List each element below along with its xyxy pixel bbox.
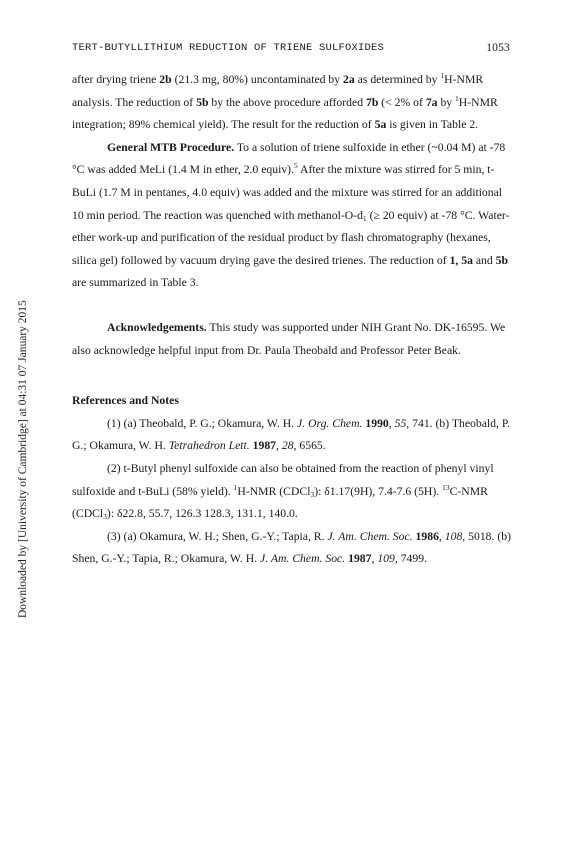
- procedure-heading: General MTB Procedure.: [107, 140, 235, 154]
- paragraph-acknowledgements: Acknowledgements. This study was supported under NIH Grant No. DK-16595. We also acknowledge helpful input from Dr. Paula Theobald and Professor Peter Beak.: [72, 320, 506, 357]
- paragraph-experimental-continued: after drying triene 2b (21.3 mg, 80%) uncontaminated by 2a as determined by $^1$H-NMR analysis. The reduction of 5b by the above procedure afforded 7b (< 2% of 7a by $^1$H-NMR integration; 89% chemical yield). The result for the reduction of 5a is given in Table 2.: [72, 71, 498, 132]
- references-heading: References and Notes: [72, 394, 179, 408]
- paragraph-general-procedure: General MTB Procedure. To a solution of triene sulfoxide in ether (~0.04 M) at -78 °C was added MeLi (1.4 M in ether, 2.0 equiv).$^5$ After the mixture was stirred for 5 min, t-BuLi (1.7 M in pentanes, 4.0 equiv) was added and the mixture was stirred for an additional 10 min period. The reaction was quenched with methanol-$O-d_1$ (≥ 20 equiv) at -78 °C. Water-ether work-up and purification of the residual product by flash chromatography (hexanes, silica gel) followed by vacuum drying gave the desired trienes. The reduction of 1, 5a and 5b are summarized in Table 3.: [72, 140, 510, 290]
- page-body: [72, 69, 512, 571]
- reference-3: (3) (a) Okamura, W. H.; Shen, G.-Y.; Tapia, R. J. Am. Chem. Soc. 1986, 108, 5018. (b) Shen, G.-Y.; Tapia, R.; Okamura, W. H. J. Am. Chem. Soc. 1987, 109, 7499.: [72, 529, 511, 566]
- reference-2: (2) t-Butyl phenyl sulfoxide can also be obtained from the reaction of phenyl vinyl sulfoxide and t-BuLi (58% yield). $^1$H-NMR (CDCl$_3$): δ1.17(9H), 7.4-7.6 (5H). $^{13}$C-NMR (CDCl$_3$): δ22.8, 55.7, 126.3 128.3, 131.1, 140.0.: [72, 461, 494, 522]
- download-watermark: Downloaded by [University of Cambridge] at 04:31 07 January 2015: [17, 300, 29, 618]
- acknowledgements-heading: Acknowledgements.: [107, 320, 207, 334]
- running-header: [72, 42, 510, 54]
- reference-1: (1) (a) Theobald, P. G.; Okamura, W. H. J. Org. Chem. 1990, 55, 741. (b) Theobald, P. G.; Okamura, W. H. Tetrahedron Lett. 1987, 28, 6565.: [72, 416, 510, 453]
- running-title: TERT-BUTYLLITHIUM REDUCTION OF TRIENE SULFOXIDES: [72, 42, 385, 54]
- page-number: 1053: [486, 42, 510, 54]
